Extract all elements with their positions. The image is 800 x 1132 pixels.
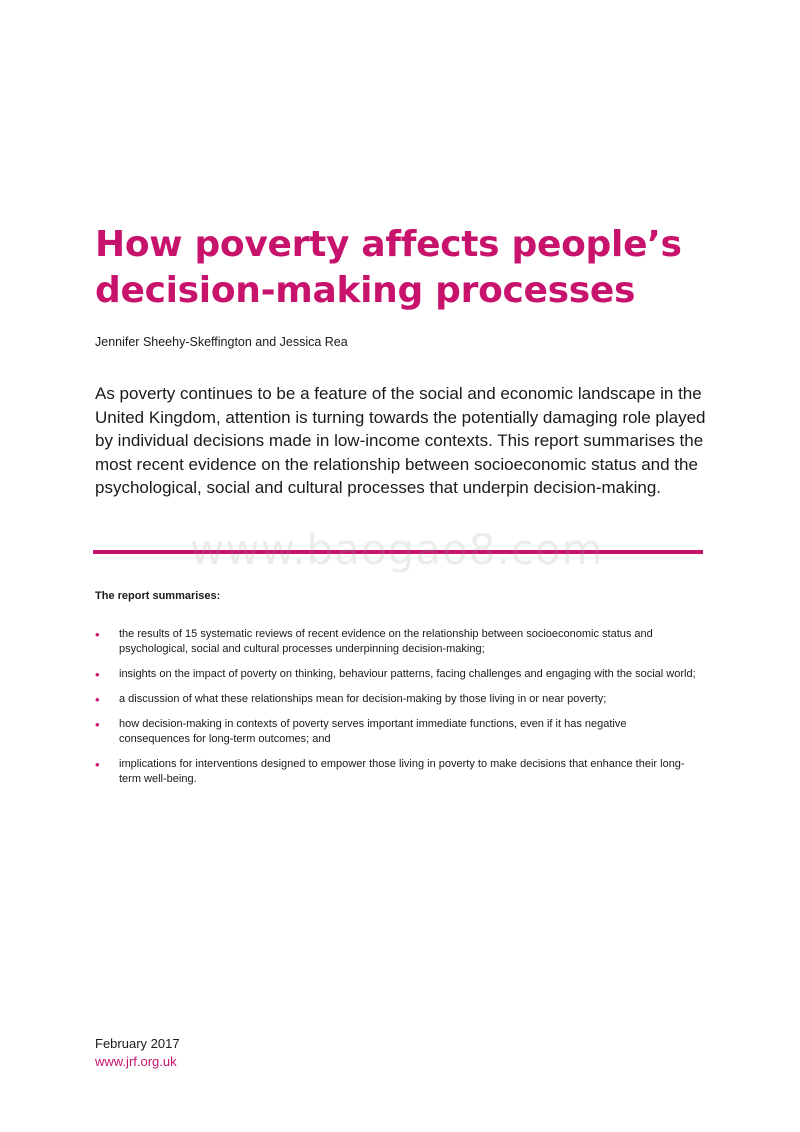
page-title: How poverty affects people’s decision-making processes xyxy=(95,224,682,311)
bullet-icon: • xyxy=(95,757,100,772)
bullet-icon: • xyxy=(95,717,100,732)
bullet-icon: • xyxy=(95,692,100,707)
list-item xyxy=(95,667,700,682)
list-item xyxy=(95,717,700,747)
bullet-icon: • xyxy=(95,627,100,642)
list-item-text: the results of 15 systematic reviews of recent evidence on the relationship between socioeconomic status and psychological, social and cultural processes underpinning decision-making; xyxy=(119,628,653,655)
list-item-text: how decision-making in contexts of poverty serves important immediate functions, even if it has negative consequences for long-term outcomes; and xyxy=(119,718,627,745)
bullet-icon: • xyxy=(95,667,100,682)
summary-list xyxy=(95,627,700,797)
summary-heading: The report summarises: xyxy=(95,590,221,602)
list-item-text: implications for interventions designed to empower those living in poverty to make decisions that enhance their long-term well-being. xyxy=(119,758,685,785)
website-link[interactable]: www.jrf.org.uk xyxy=(95,1054,177,1069)
publication-date: February 2017 xyxy=(95,1036,180,1051)
authors: Jennifer Sheehy-Skeffington and Jessica Rea xyxy=(95,335,348,349)
list-item-text: insights on the impact of poverty on thinking, behaviour patterns, facing challenges and engaging with the social world; xyxy=(119,668,696,680)
list-item xyxy=(95,627,700,657)
list-item xyxy=(95,692,700,707)
watermark: www.baogao8.com xyxy=(190,525,604,574)
abstract: As poverty continues to be a feature of the social and economic landscape in the United Kingdom, attention is turning towards the potentially damaging role played by individual decisions made in low-income contexts. This report summarises the most recent evidence on the relationship between socioeconomic status and the psychological, social and cultural processes that underpin decision-making. xyxy=(95,384,706,497)
list-item-text: a discussion of what these relationships mean for decision-making by those living in or near poverty; xyxy=(119,693,607,705)
list-item xyxy=(95,757,700,787)
